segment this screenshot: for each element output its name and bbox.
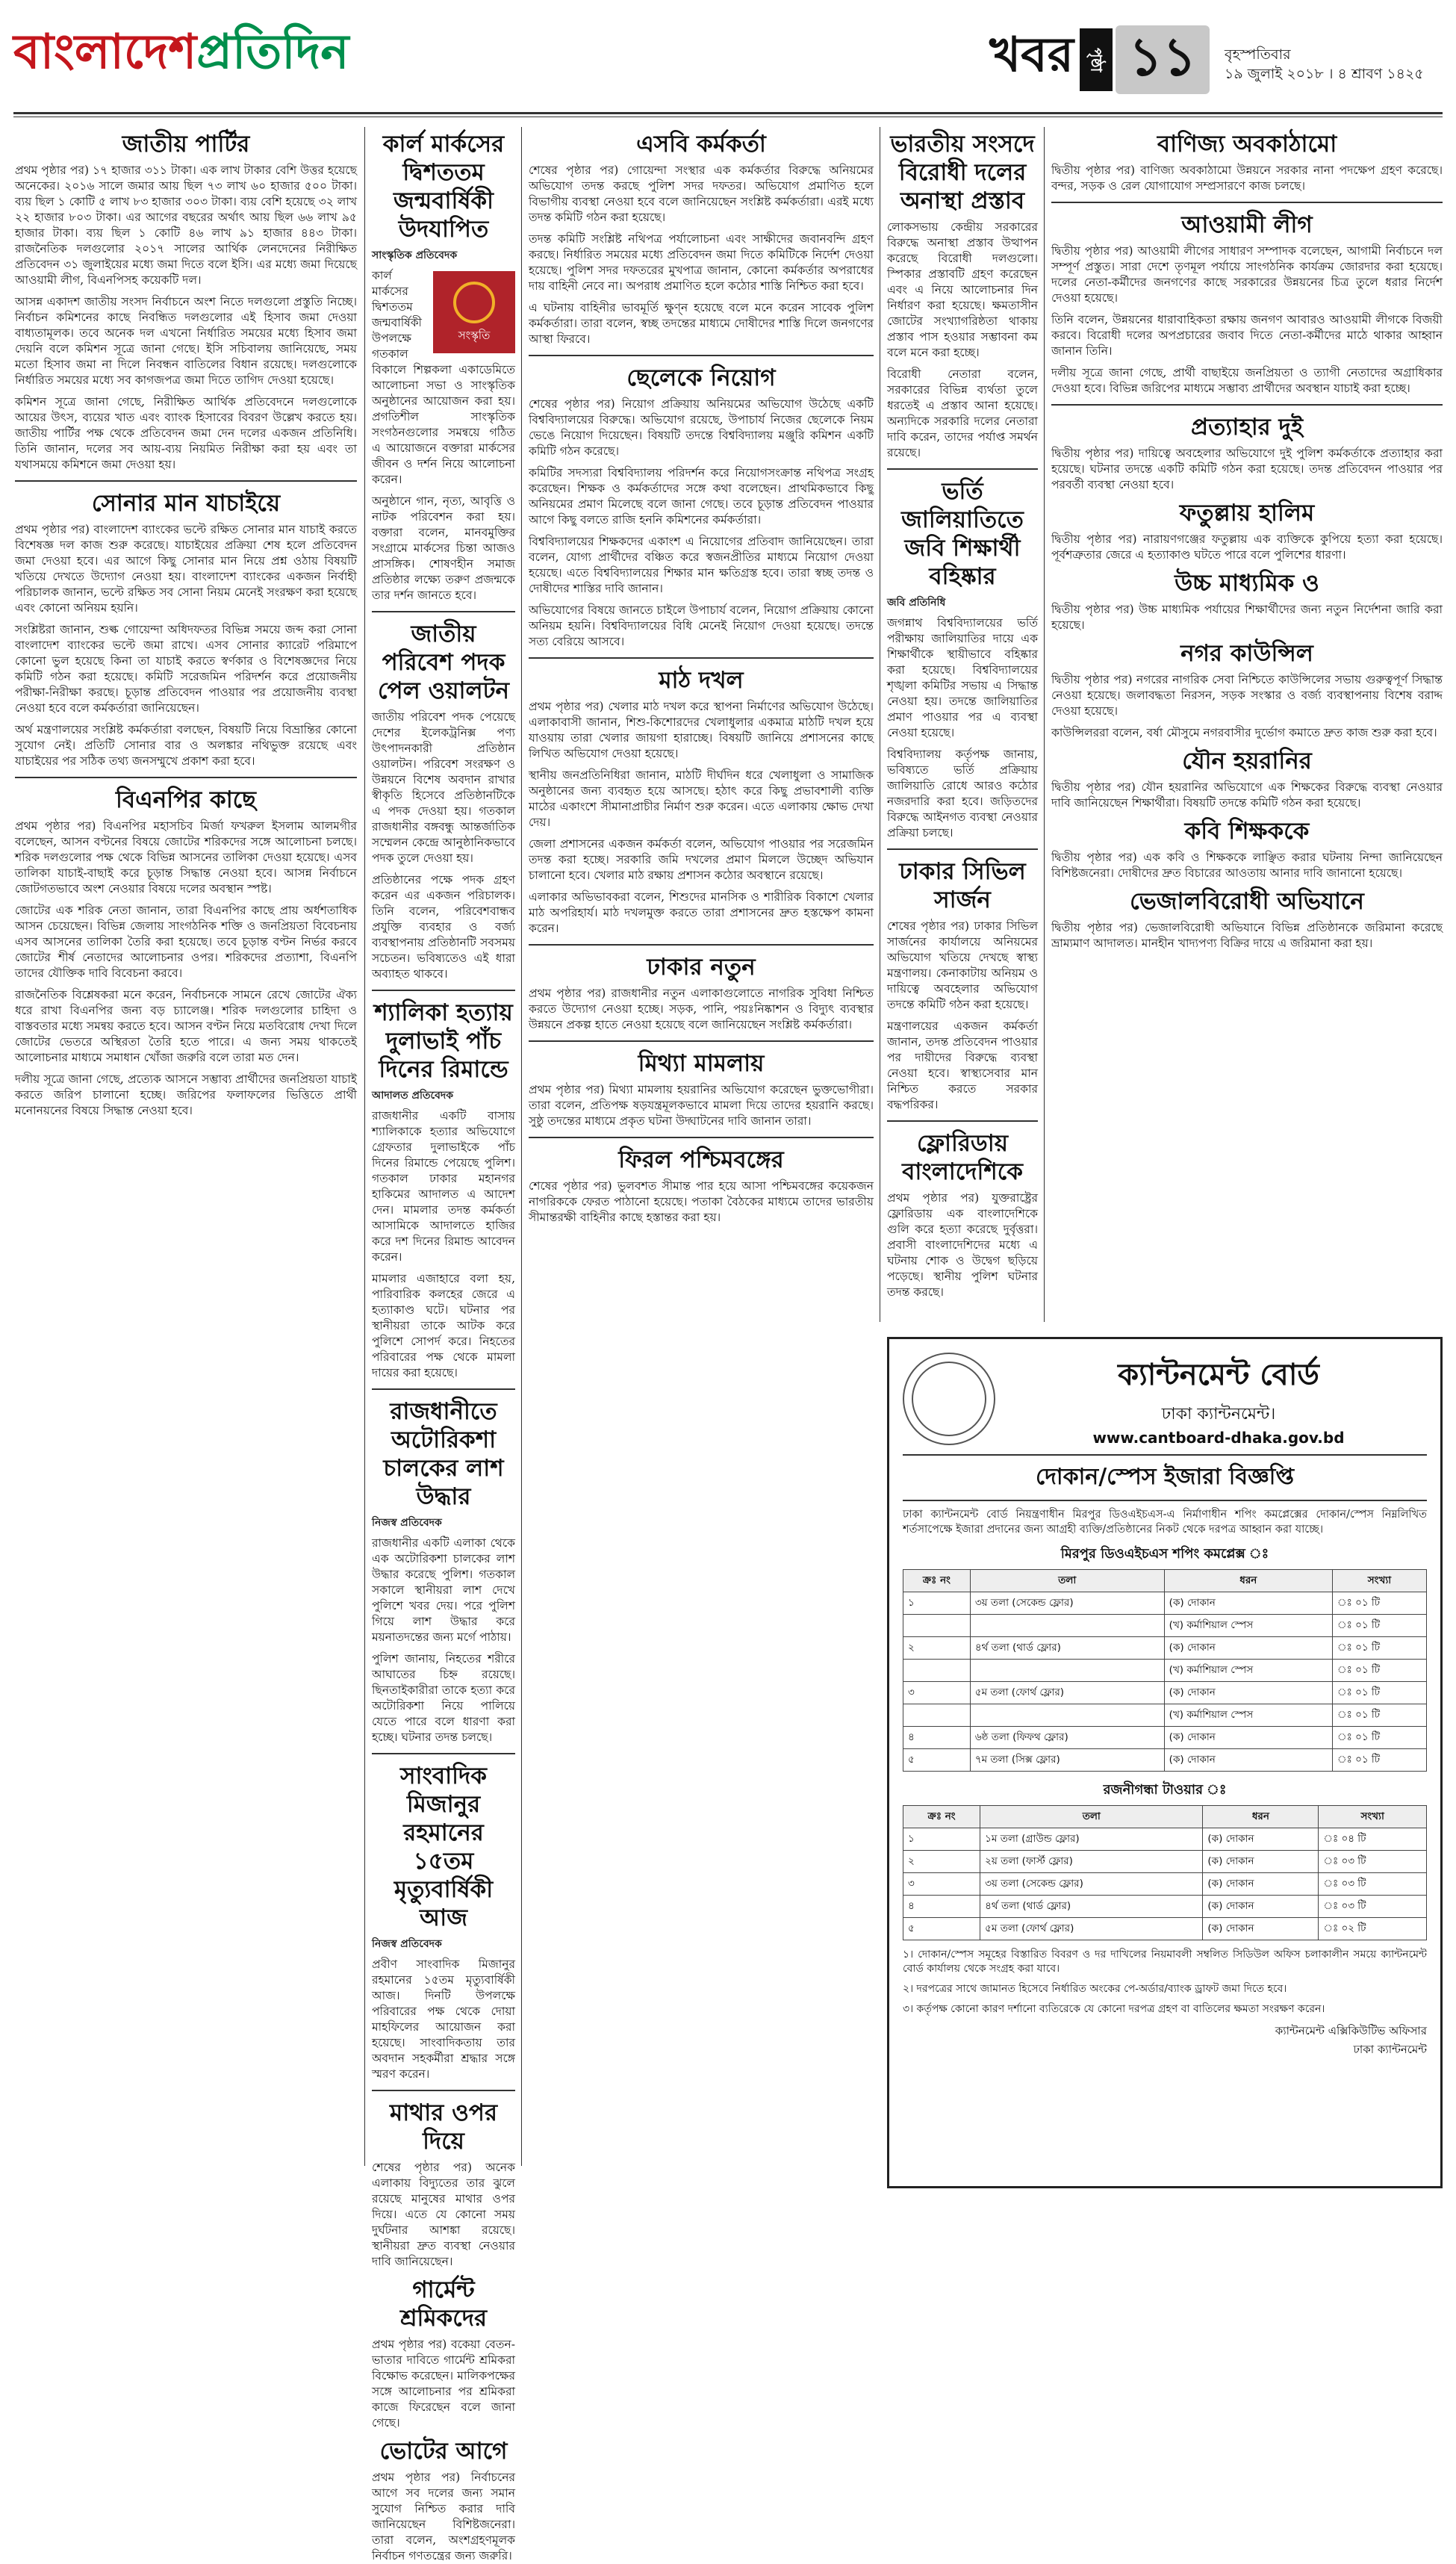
column-3 (529, 124, 874, 2193)
table-cell: ঃ ০১ টি (1332, 1660, 1426, 1682)
headline-karl-marx: কার্ল মার্কসের দ্বিশততম জন্মবার্ষিকী উদযাপিত (382, 131, 505, 243)
lease-advertisement (887, 1337, 1443, 2188)
table-header-row (903, 1806, 1427, 1828)
column-5 (1051, 124, 1443, 1319)
table-cell: ৫ম তলা (ফোর্থ ফ্লোর) (970, 1682, 1164, 1704)
ad-org: ক্যান্টনমেন্ট বোর্ড (1118, 1358, 1319, 1392)
article-paragraph: দ্বিতীয় পৃষ্ঠার পর) যৌন হয়রানির অভিযোগে এক শিক্ষকের বিরুদ্ধে ব্যবস্থা নেওয়ার দাবি জানিয়েছেন শিক্ষার্থীরা। বিষয়টি তদন্তে কমিটি গঠন করা হয়েছে। (1051, 780, 1443, 810)
table-cell: ৪ (903, 1896, 980, 1918)
divider (529, 355, 874, 356)
headline-bharotiyo: ভারতীয় সংসদে বিরোধী দলের অনাস্থা প্রস্তাব (890, 131, 1035, 214)
article-paragraph: কাউন্সিলররা বলেন, বর্ষা মৌসুমে নগরবাসীর দুর্ভোগ কমাতে দ্রুত কাজ শুরু করা হবে। (1051, 726, 1437, 739)
column-2 (372, 124, 515, 2563)
byline: সাংস্কৃতিক প্রতিবেদক (372, 249, 458, 261)
cantonment-seal-icon (903, 1353, 995, 1445)
article-paragraph: কমিটির সদস্যরা বিশ্ববিদ্যালয় পরিদর্শন করে নিয়োগসংক্রান্ত নথিপত্র সংগ্রহ করেছেন। শিক্ষক ও কর্মকর্তাদের সঙ্গে কথা বলেছেন। প্রাথমিকভাবে কিছু অনিয়মের প্রমাণ মিলেছে বলে জানা গেছে। তবে চূড়ান্ত প্রতিবেদন পাওয়ার আগে কিছু বলতে রাজি হননি কমিশনের কর্মকর্তারা। (529, 466, 874, 527)
divider (887, 1120, 1038, 1122)
ad-note: ১। দোকান/স্পেস সমূহের বিস্তারিত বিবরণ ও দর দাখিলের নিয়মাবলী সম্বলিত সিডিউল অফিস চলাকালীন সময়ে ক্যান্টনমেন্ট বোর্ড কার্যালয় থেকে সংগ্রহ করা যাবে। (903, 1949, 1427, 1975)
table-cell: (ক) দোকান (1203, 1918, 1319, 1940)
ad-table-2 (903, 1805, 1427, 1940)
logo-part-1: বাংলাদেশ (13, 25, 197, 80)
table-cell (903, 1615, 971, 1637)
table-row (903, 1873, 1427, 1896)
headline-poribesh-padak: জাতীয় পরিবেশ পদক পেল ওয়ালটন (377, 621, 510, 704)
column-1 (15, 124, 357, 2193)
ad-signer: ক্যান্টনমেন্ট এক্সিকিউটিভ অফিসার (1275, 2024, 1427, 2037)
table-cell: ঃ ০২ টি (1319, 1918, 1427, 1940)
article-paragraph: রাজধানীর একটি বাসায় শ্যালিকাকে হত্যার অভিযোগে গ্রেফতার দুলাভাইকে পাঁচ দিনের রিমান্ডে পেয়েছে পুলিশ। গতকাল ঢাকার মহানগর হাকিমের আদালত এ আদেশ দেন। মামলার তদন্ত কর্মকর্তা আসামিকে আদালতে হাজির করে দশ দিনের রিমান্ড আবেদন করেন। (372, 1109, 515, 1264)
table-cell: ঃ ০১ টি (1332, 1704, 1426, 1727)
headline-bnp: বিএনপির কাছে (116, 786, 256, 813)
article-paragraph: কমিশন সূত্রে জানা গেছে, নিরীক্ষিত আর্থিক প্রতিবেদনে দলগুলোকে আয়ের উৎস, ব্যয়ের খাত এবং ব্যাংক হিসাবের বিবরণ উল্লেখ করতে হয়। জাতীয় পার্টির পক্ষ থেকে প্রতিবেদন জমা দেন দলের একজন প্রতিনিধি। তিনি জানান, দলের সব আয়-ব্যয় নিয়মিত নিরীক্ষা করা হয় এবং তা যথাসময়ে কমিশনে জমা দেওয়া হয়। (15, 395, 357, 471)
article-paragraph: বিরোধী নেতারা বলেন, সরকারের বিভিন্ন ব্যর্থতা তুলে ধরতেই এ প্রস্তাব আনা হয়েছে। অন্যদিকে সরকারি দলের নেতারা দাবি করেন, তাদের পর্যাপ্ত সমর্থন রয়েছে। (887, 367, 1038, 459)
headline-shalika: শ্যালিকা হত্যায় দুলাভাই পাঁচ দিনের রিমান্ডে (374, 999, 513, 1083)
table-cell: (ক) দোকান (1164, 1749, 1332, 1772)
table-row (903, 1592, 1427, 1615)
table-row (903, 1704, 1427, 1727)
table-cell: ৫ম তলা (ফোর্থ ফ্লোর) (980, 1918, 1203, 1940)
divider (887, 468, 1038, 470)
ad-note: ২। দরপত্রের সাথে জামানত হিসেবে নির্ধারিত অংকের পে-অর্ডার/ব্যাংক ড্রাফট জমা দিতে হবে। (903, 1983, 1287, 1995)
article-paragraph: বিশ্ববিদ্যালয়ের শিক্ষকদের একাংশ এ নিয়োগের প্রতিবাদ জানিয়েছেন। তারা বলেন, যোগ্য প্রার্থীদের বঞ্চিত করে স্বজনপ্রীতির মাধ্যমে নিয়োগ দেওয়া হয়েছে। এতে বিশ্ববিদ্যালয়ের শিক্ষার মান ক্ষতিগ্রস্ত হবে। তারা স্বচ্ছ তদন্ত ও দোষীদের শাস্তির দাবি জানান। (529, 535, 874, 595)
headline-uchcho: উচ্চ মাধ্যমিক ও (1175, 570, 1319, 597)
article-paragraph: শেষের পৃষ্ঠার পর) ভুলবশত সীমান্ত পার হয়ে আসা পশ্চিমবঙ্গের কয়েকজন নাগরিককে ফেরত পাঠানো হয়েছে। পতাকা বৈঠকের মাধ্যমে তাদের ভারতীয় সীমান্তরক্ষী বাহিনীর কাছে হস্তান্তর করা হয়। (529, 1179, 874, 1224)
article-paragraph: তদন্ত কমিটি সংশ্লিষ্ট নথিপত্র পর্যালোচনা এবং সাক্ষীদের জবানবন্দি গ্রহণ করছে। নির্ধারিত সময়ের মধ্যে প্রতিবেদন জমা দিতে কমিটিকে নির্দেশ দেওয়া হয়েছে। পুলিশ সদর দফতরের মুখপাত্র জানান, কোনো কর্মকর্তার অপরাধের দায় বাহিনী নেবে না। অপরাধ প্রমাণিত হলে কঠোর শাস্তি নিশ্চিত করা হবে। (529, 232, 874, 293)
headline-mittha-mamla: মিথ্যা মামলায় (638, 1050, 765, 1077)
ad-signature (903, 2023, 1427, 2060)
divider (15, 480, 357, 482)
table-cell: (খ) কর্মাশিয়াল স্পেস (1164, 1660, 1332, 1682)
table-cell: ৩ (903, 1873, 980, 1896)
article-paragraph: এ ঘটনায় বাহিনীর ভাবমূর্তি ক্ষুণ্ন হয়েছে বলে মনে করেন সাবেক পুলিশ কর্মকর্তারা। তারা বলেন, স্বচ্ছ তদন্তের মাধ্যমে দোষীদের শাস্তি দিলে জনগণের আস্থা ফিরবে। (529, 301, 874, 346)
table-cell: ঃ ০৩ টি (1319, 1896, 1427, 1918)
culture-badge (433, 271, 515, 353)
table-cell (970, 1615, 1164, 1637)
headline-jatiyo-party: জাতীয় পার্টির (122, 131, 250, 158)
divider (529, 1137, 874, 1138)
headline-mathar-opor: মাথার ওপর দিয়ে (389, 2099, 498, 2155)
article-paragraph: আসন্ন একাদশ জাতীয় সংসদ নির্বাচনে অংশ নিতে দলগুলো প্রস্তুতি নিচ্ছে। নির্বাচন কমিশনের কাছে নিবন্ধিত দলগুলোর এই হিসাব জমা দেওয়া বাধ্যতামূলক। তবে অনেক দল এখনো নির্ধারিত সময়ের মধ্যে হিসাব জমা দেয়নি বলে কমিশন সূত্রে জানা গেছে। ইসি সচিবালয় জানিয়েছে, সময় মতো হিসাব জমা না দিলে নিবন্ধন বাতিলের বিধান রয়েছে। দলগুলোকে নির্ধারিত সময়ের মধ্যে সব কাগজপত্র জমা দিতে তাগিদ দেওয়া হয়েছে। (15, 295, 357, 387)
table-cell: ১ম তলা (গ্রাউন্ড ফ্লোর) (980, 1828, 1203, 1851)
headline-nogor: নগর কাউন্সিল (1180, 640, 1313, 667)
table-cell: ২য় তলা (ফার্স্ট ফ্লোর) (980, 1851, 1203, 1873)
table-row (903, 1637, 1427, 1660)
headline-civil-surgeon: ঢাকার সিভিল সার্জন (899, 858, 1026, 913)
headline-kobi: কবি শিক্ষককে (1184, 818, 1310, 845)
headline-bhejal: ভেজালবিরোধী অভিযানে (1130, 888, 1364, 915)
headline-sonar-man: সোনার মান যাচাইয়ে (91, 490, 281, 517)
issue-day: বৃহস্পতিবার (1225, 46, 1291, 63)
ad-table-2-body (903, 1828, 1427, 1940)
divider (529, 944, 874, 946)
table-cell: ৭ম তলা (সিক্স ফ্লোর) (970, 1749, 1164, 1772)
col-header: সংখ্যা (1319, 1806, 1427, 1828)
flower-icon (453, 282, 495, 323)
table-cell: ঃ ০১ টি (1332, 1749, 1426, 1772)
article-paragraph: লোকসভায় কেন্দ্রীয় সরকারের বিরুদ্ধে অনাস্থা প্রস্তাব উত্থাপন করেছে বিরোধী দলগুলো। স্পিকার প্রস্তাবটি গ্রহণ করেছেন এবং এ নিয়ে আলোচনার দিন নির্ধারণ করা হয়েছে। ক্ষমতাসীন জোটের সংখ্যাগরিষ্ঠতা থাকায় প্রস্তাব পাস হওয়ার সম্ভাবনা কম বলে মনে করা হচ্ছে। (887, 220, 1038, 359)
article-paragraph: শেষের পৃষ্ঠার পর) অনেক এলাকায় বিদ্যুতের তার ঝুলে রয়েছে মানুষের মাথার ওপর দিয়ে। এতে যে কোনো সময় দুর্ঘটনার আশঙ্কা রয়েছে। স্থানীয়রা দ্রুত ব্যবস্থা নেওয়ার দাবি জানিয়েছেন। (372, 2161, 515, 2268)
table-cell: ২ (903, 1637, 971, 1660)
table-cell: (ক) দোকান (1164, 1727, 1332, 1749)
article-paragraph: দ্বিতীয় পৃষ্ঠার পর) আওয়ামী লীগের সাধারণ সম্পাদক বলেছেন, আগামী নির্বাচনে দল সম্পূর্ণ প্রস্তুত। সারা দেশে তৃণমূল পর্যায়ে সাংগঠনিক কার্যক্রম জোরদার করা হয়েছে। দলের নেতা-কর্মীদের জনগণের কাছে সরকারের উন্নয়নের চিত্র তুলে ধরার নির্দেশ দেওয়া হয়েছে। (1051, 244, 1443, 305)
article-paragraph: প্রথম পৃষ্ঠার পর) ১৭ হাজার ৩১১ টাকা। এক লাখ টাকার বেশি উত্তর হয়েছে অনেকের। ২০১৬ সালে জমার আয় ছিল ৭৩ লাখ ৬০ হাজার ৫০০ টাকা। ব্যয় ছিল ১ কোটি ৫ লাখ ৮৩ হাজার ৩০৩ টাকা। ব্যয় বেশি হয়েছে ৩২ লাখ ২২ হাজার ৮০৩ টাকা। এর আগের বছরের অর্থাৎ আয় ছিল ৬৬ লাখ ৯৫ হাজার টাকা। ব্যয় ছিল ১ কোটি ৪৬ লাখ ৯১ হাজার ৪৪৩ টাকা। রাজনৈতিক দলগুলোর ২০১৭ সালের আর্থিক লেনদেনের নিরীক্ষিত প্রতিবেদন ৩১ জুলাইয়ের মধ্যে জমা দিতে বলে ইসি। এর মধ্যে জমা দিয়েছে আওয়ামী লীগ, বিএনপিসহ কয়েকটি দল। (15, 164, 357, 287)
article-paragraph: অভিযোগের বিষয়ে জানতে চাইলে উপাচার্য বলেন, নিয়োগ প্রক্রিয়ায় কোনো অনিয়ম হয়নি। বিশ্ববিদ্যালয়ের বিধি মেনেই নিয়োগ দেওয়া হয়েছে। তদন্তে সত্য বেরিয়ে আসবে। (529, 603, 874, 648)
ad-table2-title: রজনীগন্ধা টাওয়ার ঃ (1103, 1782, 1227, 1798)
headline-vorti: ভর্তি জালিয়াতিতে জবি শিক্ষার্থী বহিষ্কার (901, 478, 1024, 590)
headline-garments: গার্মেন্ট শ্রমিকদের (399, 2276, 488, 2332)
article-paragraph: বিশ্ববিদ্যালয় কর্তৃপক্ষ জানায়, ভবিষ্যতে ভর্তি প্রক্রিয়ায় জালিয়াতি রোধে আরও কঠোর নজরদারি করা হবে। জড়িতদের বিরুদ্ধে আইনগত ব্যবস্থা নেওয়ার প্রক্রিয়া চলছে। (887, 748, 1038, 839)
article-paragraph: দ্বিতীয় পৃষ্ঠার পর) উচ্চ মাধ্যমিক পর্যায়ের শিক্ষার্থীদের জন্য নতুন নির্দেশনা জারি করা হয়েছে। (1051, 603, 1443, 632)
ad-web[interactable]: www.cantboard-dhaka.gov.bd (1092, 1429, 1345, 1447)
article-paragraph: রাজধানীর একটি এলাকা থেকে এক অটোরিকশা চালকের লাশ উদ্ধার করেছে পুলিশ। গতকাল সকালে স্থানীয়রা লাশ দেখে পুলিশে খবর দেয়। পরে পুলিশ গিয়ে লাশ উদ্ধার করে ময়নাতদন্তের জন্য মর্গে পাঠায়। (372, 1536, 515, 1644)
divider (887, 848, 1038, 850)
article-paragraph: মন্ত্রণালয়ের একজন কর্মকর্তা জানান, তদন্ত প্রতিবেদন পাওয়ার পর দায়ীদের বিরুদ্ধে ব্যবস্থা নেওয়া হবে। স্বাস্থ্যসেবার মান নিশ্চিত করতে সরকার বদ্ধপরিকর। (887, 1019, 1038, 1111)
article-paragraph: দ্বিতীয় পৃষ্ঠার পর) এক কবি ও শিক্ষককে লাঞ্ছিত করার ঘটনায় নিন্দা জানিয়েছেন বিশিষ্টজনেরা। দোষীদের দ্রুত বিচারের আওতায় আনার দাবি জানানো হয়েছে। (1051, 851, 1443, 880)
table-cell (970, 1704, 1164, 1727)
ad-notes (903, 1948, 1427, 2017)
table-cell: ১ (903, 1592, 971, 1615)
issue-date-line: ১৯ জুলাই ২০১৮ । ৪ শ্রাবণ ১৪২৫ (1225, 66, 1424, 82)
table-row (903, 1851, 1427, 1873)
column-4 (887, 124, 1038, 1319)
article-paragraph: দ্বিতীয় পৃষ্ঠার পর) দায়িত্বে অবহেলার অভিযোগে দুই পুলিশ কর্মকর্তাকে প্রত্যাহার করা হয়েছে। ঘটনার তদন্তে একটি কমিটি গঠন করা হয়েছে। তদন্ত প্রতিবেদন পাওয়ার পর পরবর্তী ব্যবস্থা নেওয়া হবে। (1051, 447, 1443, 491)
table-cell (903, 1660, 971, 1682)
table-cell: ঃ ০১ টি (1332, 1682, 1426, 1704)
article-paragraph: দ্বিতীয় পৃষ্ঠার পর) বাণিজ্য অবকাঠামো উন্নয়নে সরকার নানা পদক্ষেপ গ্রহণ করেছে। বন্দর, সড়ক ও রেল যোগাযোগ সম্প্রসারণে কাজ চলছে। (1051, 164, 1443, 193)
divider (372, 1753, 515, 1754)
table-row (903, 1896, 1427, 1918)
headline-jouno: যৌন হয়রানির (1182, 748, 1312, 775)
headline-autorickshaw: রাজধানীতে অটোরিকশা চালকের লাশ উদ্ধার (383, 1398, 504, 1510)
page-number: ১১ (1116, 25, 1210, 94)
headline-sb-kormokorta: এসবি কর্মকর্তা (636, 131, 766, 158)
col-header: ক্রঃ নং (903, 1806, 980, 1828)
ad-note: ৩। কর্তৃপক্ষ কোনো কারণ দর্শানো ব্যতিরেকে যে কোনো দরপত্র গ্রহণ বা বাতিলের ক্ষমতা সংরক্ষণ করেন। (903, 2003, 1325, 2015)
issue-date (1225, 45, 1449, 90)
headline-florida: ফ্লোরিডায় বাংলাদেশিকে (902, 1130, 1023, 1185)
byline: আদালত প্রতিবেদক (372, 1090, 454, 1102)
article-paragraph: অনুষ্ঠানে গান, নৃত্য, আবৃত্তি ও নাটক পরিবেশন করা হয়। বক্তারা বলেন, মানবমুক্তির সংগ্রামে মার্কসের চিন্তা আজও প্রাসঙ্গিক। শোষণহীন সমাজ প্রতিষ্ঠার লক্ষ্যে তরুণ প্রজন্মকে তার দর্শন জানতে হবে। (372, 494, 515, 602)
article-paragraph: রাজনৈতিক বিশ্লেষকরা মনে করেন, নির্বাচনকে সামনে রেখে জোটের ঐক্য ধরে রাখা বিএনপির জন্য বড় চ্যালেঞ্জ। শরিক দলগুলোর চাহিদা ও বাস্তবতার মধ্যে সমন্বয় করতে হবে। আসন বণ্টন নিয়ে মতবিরোধ দেখা দিলে জোটের ভেতরে অস্থিরতা তৈরি হতে পারে। এ জন্য সময় থাকতেই আলোচনার মাধ্যমে সমাধান খোঁজা জরুরি বলে তারা মত দেন। (15, 988, 357, 1064)
article-paragraph: প্রথম পৃষ্ঠার পর) বকেয়া বেতন-ভাতার দাবিতে গার্মেন্ট শ্রমিকরা বিক্ষোভ করেছেন। মালিকপক্ষের সঙ্গে আলোচনার পর শ্রমিকরা কাজে ফিরেছেন বলে জানা গেছে। (372, 2338, 515, 2430)
ad-title: দোকান/স্পেস ইজারা বিজ্ঞপ্তি (903, 1454, 1427, 1501)
table-cell: ২ (903, 1851, 980, 1873)
ad-intro: ঢাকা ক্যান্টনমেন্ট বোর্ড নিয়ন্ত্রণাধীন মিরপুর ডিওএইচএস-এ নির্মাণাধীন শপিং কমপ্লেক্সের দোকান/স্পেস নিম্নলিখিত শর্তসাপেক্ষে ইজারা প্রদানের জন্য আগ্রহী ব্যক্তি/প্রতিষ্ঠানের নিকট থেকে দরপত্র আহ্বান করা যাচ্ছে। (903, 1509, 1427, 1536)
table-cell: ৬ষ্ঠ তলা (ফিফথ ফ্লোর) (970, 1727, 1164, 1749)
headline-votar-age: ভোটের আগে (379, 2438, 508, 2465)
article-paragraph: তিনি বলেন, উন্নয়নের ধারাবাহিকতা রক্ষায় জনগণ আবারও আওয়ামী লীগকে বিজয়ী করবে। বিরোধী দলের অপপ্রচারের জবাব দিতে নেতা-কর্মীদের মাঠে থাকার আহ্বান জানান তিনি। (1051, 313, 1443, 358)
ad-table1-title: মিরপুর ডিওএইচএস শপিং কমপ্লেক্স ঃ (1060, 1546, 1269, 1562)
logo-part-2: প্রতিদিন (196, 25, 349, 80)
table-row (903, 1727, 1427, 1749)
divider (372, 1388, 515, 1390)
article-paragraph: প্রতিষ্ঠানের পক্ষে পদক গ্রহণ করেন এর একজন পরিচালক। তিনি বলেন, পরিবেশবান্ধব প্রযুক্তি ব্যবহার ও বর্জ্য ব্যবস্থাপনায় প্রতিষ্ঠানটি সবসময় সচেতন। ভবিষ্যতেও এই ধারা অব্যাহত থাকবে। (372, 873, 515, 981)
headline-mizanur: সাংবাদিক মিজানুর রহমানের ১৫তম মৃত্যুবার্ষিকী আজ (393, 1763, 494, 1931)
table-cell: ৩য় তলা (সেকেন্ড ফ্লোর) (980, 1873, 1203, 1896)
table-cell: ৫ (903, 1749, 971, 1772)
table-cell (903, 1704, 971, 1727)
table-cell: ঃ ০১ টি (1332, 1637, 1426, 1660)
divider (529, 657, 874, 659)
divider (529, 1040, 874, 1042)
ad-signer-place: ঢাকা ক্যান্টনমেন্ট (1353, 2043, 1427, 2056)
table-cell: (ক) দোকান (1203, 1896, 1319, 1918)
article-paragraph: প্রথম পৃষ্ঠার পর) বাংলাদেশ ব্যাংকের ভল্টে রক্ষিত সোনার মান যাচাই করতে বিশেষজ্ঞ দল কাজ শুরু করেছে। যাচাইয়ের প্রক্রিয়া শেষ হলে প্রতিবেদন জমা দেওয়া হবে। এর আগে কিছু সোনার মান নিয়ে প্রশ্ন ওঠায় বিষয়টি খতিয়ে দেখতে উদ্যোগ নেওয়া হয়। বাংলাদেশ ব্যাংকের একজন নির্বাহী পরিচালক জানান, ভল্টে রক্ষিত সব সোনা নিয়ম মেনেই সংরক্ষণ করা হয়েছে এবং কোনো অনিয়ম হয়নি। (15, 523, 357, 615)
masthead-rule (13, 112, 1443, 114)
table-cell: ৩য় তলা (সেকেন্ড ফ্লোর) (970, 1592, 1164, 1615)
article-paragraph: স্থানীয় জনপ্রতিনিধিরা জানান, মাঠটি দীর্ঘদিন ধরে খেলাধুলা ও সামাজিক অনুষ্ঠানের জন্য ব্যবহৃত হয়ে আসছে। হঠাৎ করে কিছু প্রভাবশালী ব্যক্তি মাঠের একাংশে সীমানাপ্রাচীর নির্মাণ শুরু করেন। এতে এলাকায় ক্ষোভ দেখা দেয়। (529, 769, 874, 829)
table-row (903, 1749, 1427, 1772)
table-cell: (ক) দোকান (1203, 1851, 1319, 1873)
col-header: ধরন (1203, 1806, 1319, 1828)
article-paragraph: প্রথম পৃষ্ঠার পর) রাজধানীর নতুন এলাকাগুলোতে নাগরিক সুবিধা নিশ্চিত করতে উদ্যোগ নেওয়া হচ্ছে। সড়ক, পানি, পয়ঃনিষ্কাশন ও বিদ্যুৎ ব্যবস্থার উন্নয়নে প্রকল্প হাতে নেওয়া হয়েছে বলে জানিয়েছেন সংশ্লিষ্ট কর্মকর্তারা। (529, 987, 874, 1031)
table-cell: ঃ ০৪ টি (1319, 1828, 1427, 1851)
article-paragraph: দ্বিতীয় পৃষ্ঠার পর) ভেজালবিরোধী অভিযানে বিভিন্ন প্রতিষ্ঠানকে জরিমানা করেছে ভ্রাম্যমাণ আদালত। মানহীন খাদ্যপণ্য বিক্রির দায়ে এ জরিমানা করা হয়। (1051, 921, 1443, 950)
col-header: সংখ্যা (1332, 1570, 1426, 1592)
headline-math-dokhol: মাঠ দখল (659, 667, 744, 694)
article-paragraph: শেষের পৃষ্ঠার পর) নিয়োগ প্রক্রিয়ায় অনিয়মের অভিযোগ উঠেছে একটি বিশ্ববিদ্যালয়ের বিরুদ্ধে। অভিযোগ রয়েছে, উপাচার্য নিজের ছেলেকে নিয়ম ভেঙে নিয়োগ দিয়েছেন। বিষয়টি তদন্তে বিশ্ববিদ্যালয় মঞ্জুরি কমিশন একটি কমিটি গঠন করেছে। (529, 397, 874, 458)
table-row (903, 1828, 1427, 1851)
table-row (903, 1682, 1427, 1704)
divider (15, 777, 357, 778)
culture-badge-label: সংস্কৃতি (458, 328, 491, 342)
col-header: তলা (980, 1806, 1203, 1828)
table-cell: ঃ ০১ টি (1332, 1727, 1426, 1749)
ad-place: ঢাকা ক্যান্টনমেন্ট। (1161, 1405, 1276, 1424)
table-cell: (ক) দোকান (1164, 1637, 1332, 1660)
headline-prottaron: প্রত্যাহার দুই (1191, 414, 1303, 441)
article-paragraph: দলীয় সূত্রে জানা গেছে, প্রার্থী বাছাইয়ে জনপ্রিয়তা ও ত্যাগী নেতাদের অগ্রাধিকার দেওয়া হবে। বিভিন্ন জরিপের মাধ্যমে সম্ভাব্য প্রার্থীদের অবস্থান যাচাই করা হচ্ছে। (1051, 366, 1443, 395)
byline: নিজস্ব প্রতিবেদক (372, 1938, 442, 1950)
headline-chheleke: ছেলেকে নিয়োগ (626, 364, 776, 391)
column-rule-2 (521, 127, 522, 2166)
table-cell: ৩ (903, 1682, 971, 1704)
article-paragraph: এলাকার অভিভাবকরা বলেন, শিশুদের মানসিক ও শারীরিক বিকাশে খেলার মাঠ অপরিহার্য। মাঠ দখলমুক্ত করতে তারা প্রশাসনের দ্রুত হস্তক্ষেপ কামনা করেন। (529, 890, 874, 935)
table-cell: (ক) দোকান (1164, 1682, 1332, 1704)
divider (1051, 404, 1443, 406)
table-cell: (খ) কর্মাশিয়াল স্পেস (1164, 1615, 1332, 1637)
article-paragraph: জোটের এক শরিক নেতা জানান, তারা বিএনপির কাছে প্রায় অর্ধশতাধিক আসন চেয়েছেন। বিভিন্ন জেলায় সাংগঠনিক শক্তি ও জনপ্রিয়তা বিবেচনায় এসব আসনের তালিকা তৈরি করা হয়েছে। তবে চূড়ান্ত বণ্টন নির্ভর করবে জোটের শীর্ষ নেতাদের আলোচনার ওপর। শরিকদের প্রত্যাশা, বিএনপি তাদের যৌক্তিক দাবি বিবেচনা করবে। (15, 904, 357, 980)
table-row (903, 1918, 1427, 1940)
article-paragraph: শেষের পৃষ্ঠার পর) ঢাকার সিভিল সার্জনের কার্যালয়ে অনিয়মের অভিযোগ খতিয়ে দেখছে স্বাস্থ্য মন্ত্রণালয়। কেনাকাটায় অনিয়ম ও দায়িত্বে অবহেলার অভিযোগ তদন্তে কমিটি গঠন করা হয়েছে। (887, 919, 1038, 1011)
divider (372, 2090, 515, 2091)
article-paragraph: প্রবীণ সাংবাদিক মিজানুর রহমানের ১৫তম মৃত্যুবার্ষিকী আজ। দিনটি উপলক্ষে পরিবারের পক্ষ থেকে দোয়া মাহফিলের আয়োজন করা হয়েছে। সাংবাদিকতায় তার অবদান সহকর্মীরা শ্রদ্ধার সঙ্গে স্মরণ করেন। (372, 1958, 515, 2081)
column-rule-4 (1044, 127, 1045, 1322)
table-cell: (ক) দোকান (1164, 1592, 1332, 1615)
article-paragraph: প্রথম পৃষ্ঠার পর) খেলার মাঠ দখল করে স্থাপনা নির্মাণের অভিযোগ উঠেছে। এলাকাবাসী জানান, শিশু-কিশোরদের খেলাধুলার একমাত্র মাঠটি দখল হয়ে যাওয়ায় তারা খেলার জায়গা হারাচ্ছে। বিষয়টি জানিয়ে প্রশাসনের কাছে লিখিত অভিযোগ দেওয়া হয়েছে। (529, 700, 874, 760)
article-paragraph: জাতীয় পরিবেশ পদক পেয়েছে দেশের ইলেকট্রনিক্স পণ্য উৎপাদনকারী প্রতিষ্ঠান ওয়ালটন। পরিবেশ সংরক্ষণ ও উন্নয়নে বিশেষ অবদান রাখার স্বীকৃতি হিসেবে প্রতিষ্ঠানটিকে এ পদক দেওয়া হয়। গতকাল রাজধানীর বঙ্গবন্ধু আন্তর্জাতিক সম্মেলন কেন্দ্রে আনুষ্ঠানিকভাবে পদক তুলে দেওয়া হয়। (372, 710, 515, 865)
table-cell: ঃ ০১ টি (1332, 1592, 1426, 1615)
table-cell: ঃ ০৩ টি (1319, 1873, 1427, 1896)
table-cell: ৪র্থ তলা (থার্ড ফ্লোর) (970, 1637, 1164, 1660)
headline-awami-league: আওয়ামী লীগ (1181, 211, 1313, 238)
table-cell: ৪ (903, 1727, 971, 1749)
headline-firl: ফিরল পশ্চিমবঙ্গের (618, 1146, 784, 1173)
article-paragraph: প্রথম পৃষ্ঠার পর) বিএনপির মহাসচিব মির্জা ফখরুল ইসলাম আলমগীর বলেছেন, আসন বণ্টনের বিষয়ে জোটের শরিকদের সঙ্গে আলোচনা চলছে। শরিক দলগুলোর পক্ষ থেকে বিভিন্ন আসনের তালিকা দেওয়া হয়েছে। এসব তালিকা যাচাই-বাছাই করে চূড়ান্ত সিদ্ধান্ত নেওয়া হবে। আসন্ন নির্বাচনে জোটগতভাবে অংশ নেওয়ার বিষয়ে দলের অবস্থান স্পষ্ট। (15, 819, 357, 895)
article-paragraph: দলীয় সূত্রে জানা গেছে, প্রত্যেক আসনে সম্ভাব্য প্রার্থীদের জনপ্রিয়তা যাচাই করতে জরিপ চালানো হচ্ছে। জরিপের ফলাফলের ভিত্তিতে প্রার্থী মনোনয়নের বিষয়ে সিদ্ধান্ত নেওয়া হবে। (15, 1073, 357, 1117)
article-paragraph: মামলার এজাহারে বলা হয়, পারিবারিক কলহের জেরে এ হত্যাকাণ্ড ঘটে। ঘটনার পর স্থানীয়রা তাকে আটক করে পুলিশে সোপর্দ করে। নিহতের পরিবারের পক্ষ থেকে মামলা দায়ের করা হয়েছে। (372, 1272, 515, 1379)
headline-fotulla: ফতুল্লায় হালিম (1179, 500, 1315, 527)
table-header-row (903, 1570, 1427, 1592)
article-paragraph: প্রথম পৃষ্ঠার পর) মিথ্যা মামলায় হয়রানির অভিযোগ করেছেন ভুক্তভোগীরা। তারা বলেন, প্রতিপক্ষ ষড়যন্ত্রমূলকভাবে মামলা দিয়ে তাদের হয়রানি করছে। সুষ্ঠু তদন্তের মাধ্যমে প্রকৃত ঘটনা উদ্ঘাটনের দাবি জানান তারা। (529, 1083, 874, 1128)
ad-table-1-body (903, 1592, 1427, 1772)
divider (372, 611, 515, 612)
article-paragraph: জগন্নাথ বিশ্ববিদ্যালয়ের ভর্তি পরীক্ষায় জালিয়াতির দায়ে এক শিক্ষার্থীকে স্থায়ীভাবে বহিষ্কার করা হয়েছে। বিশ্ববিদ্যালয়ের শৃঙ্খলা কমিটির সভায় এ সিদ্ধান্ত নেওয়া হয়। তদন্তে জালিয়াতির প্রমাণ পাওয়ার পর এ ব্যবস্থা নেওয়া হয়েছে। (887, 616, 1038, 739)
col-header: ধরন (1164, 1570, 1332, 1592)
table-cell: ৫ (903, 1918, 980, 1940)
col-header: ক্রঃ নং (903, 1570, 971, 1592)
article-paragraph: দ্বিতীয় পৃষ্ঠার পর) নারায়ণগঞ্জের ফতুল্লায় এক ব্যক্তিকে কুপিয়ে হত্যা করা হয়েছে। পূর্বশত্রুতার জেরে এ হত্যাকাণ্ড ঘটতে পারে বলে পুলিশের ধারণা। (1051, 533, 1443, 562)
headline-dhakar-notun: ঢাকার নতুন (647, 954, 756, 981)
col-header: তলা (970, 1570, 1164, 1592)
table-row (903, 1615, 1427, 1637)
section-label: খবর (989, 28, 1074, 83)
article-paragraph: শেষের পৃষ্ঠার পর) গোয়েন্দা সংস্থার এক কর্মকর্তার বিরুদ্ধে অনিয়মের অভিযোগ তদন্ত করছে পুলিশ সদর দফতর। অভিযোগ প্রমাণিত হলে বিভাগীয় ব্যবস্থা নেওয়া হবে বলে জানিয়েছেন সংশ্লিষ্ট কর্মকর্তারা। এরই মধ্যে তদন্ত কমিটি গঠন করা হয়েছে। (529, 164, 874, 224)
article-paragraph: সংশ্লিষ্টরা জানান, শুল্ক গোয়েন্দা অধিদফতর বিভিন্ন সময়ে জব্দ করা সোনা বাংলাদেশ ব্যাংকের ভল্টে জমা রাখে। এসব সোনার ক্যারেট পরিমাপে কোনো ভুল হয়েছে কিনা তা যাচাই করতে স্বর্ণকার ও বিশেষজ্ঞদের নিয়ে কমিটি গঠন করা হয়েছে। কমিটি সরেজমিন পরিদর্শন করে প্রয়োজনীয় পরীক্ষা-নিরীক্ষা করছে। চূড়ান্ত প্রতিবেদন পাওয়ার পর প্রয়োজনীয় ব্যবস্থা নেওয়া হবে বলে কর্মকর্তারা জানিয়েছেন। (15, 623, 357, 715)
article-paragraph: প্রথম পৃষ্ঠার পর) যুক্তরাষ্ট্রের ফ্লোরিডায় এক বাংলাদেশিকে গুলি করে হত্যা করেছে দুর্বৃত্তরা। প্রবাসী বাংলাদেশিদের মধ্যে এ ঘটনায় শোক ও উদ্বেগ ছড়িয়ে পড়েছে। স্থানীয় পুলিশ ঘটনার তদন্ত করছে। (887, 1191, 1038, 1299)
table-cell: ৪র্থ তলা (থার্ড ফ্লোর) (980, 1896, 1203, 1918)
article-paragraph: জেলা প্রশাসনের একজন কর্মকর্তা বলেন, অভিযোগ পাওয়ার পর সরেজমিন তদন্ত করা হচ্ছে। সরকারি জমি দখলের প্রমাণ মিললে উচ্ছেদ অভিযান চালানো হবে। খেলার মাঠ রক্ষায় প্রশাসন কঠোর অবস্থানে রয়েছে। (529, 837, 874, 882)
headline-banijjo: বাণিজ্য অবকাঠামো (1157, 131, 1337, 158)
article-paragraph: অর্থ মন্ত্রণালয়ের সংশ্লিষ্ট কর্মকর্তারা বলছেন, বিষয়টি নিয়ে বিভ্রান্তির কোনো সুযোগ নেই। প্রতিটি সোনার বার ও অলঙ্কার নথিভুক্ত রয়েছে এবং যাচাইয়ের পর সঠিক তথ্য জনসম্মুখে প্রকাশ করা হবে। (15, 723, 357, 768)
newspaper-logo (13, 25, 461, 88)
table-cell: ঃ ০৩ টি (1319, 1851, 1427, 1873)
article-paragraph: প্রথম পৃষ্ঠার পর) নির্বাচনের আগে সব দলের জন্য সমান সুযোগ নিশ্চিত করার দাবি জানিয়েছেন বিশিষ্টজনেরা। তারা বলেন, অংশগ্রহণমূলক নির্বাচন গণতন্ত্রের জন্য জরুরি। (372, 2471, 515, 2563)
article-paragraph: কার্ল মার্কসের দ্বিশততম জন্মবার্ষিকী উপলক্ষে গতকাল বিকালে শিল্পকলা একাডেমিতে আলোচনা সভা ও সাংস্কৃতিক অনুষ্ঠানের আয়োজন করা হয়। প্রগতিশীল সাংস্কৃতিক সংগঠনগুলোর সমন্বয়ে গঠিত এ আয়োজনে বক্তারা মার্কসের জীবন ও দর্শন নিয়ে আলোচনা করেন। (372, 269, 515, 486)
divider (372, 990, 515, 991)
table-cell: (খ) কর্মাশিয়াল স্পেস (1164, 1704, 1332, 1727)
article-paragraph: দ্বিতীয় পৃষ্ঠার পর) নগরের নাগরিক সেবা নিশ্চিতে কাউন্সিলের সভায় গুরুত্বপূর্ণ সিদ্ধান্ত নেওয়া হয়েছে। জলাবদ্ধতা নিরসন, সড়ক সংস্কার ও বর্জ্য ব্যবস্থাপনায় বিশেষ বরাদ্দ দেওয়া হয়েছে। (1051, 673, 1443, 718)
column-rule-1 (364, 127, 365, 2166)
ad-table-1 (903, 1569, 1427, 1772)
article-paragraph: পুলিশ জানায়, নিহতের শরীরে আঘাতের চিহ্ন রয়েছে। ছিনতাইকারীরা তাকে হত্যা করে অটোরিকশা নিয়ে পালিয়ে যেতে পারে বলে ধারণা করা হচ্ছে। ঘটনার তদন্ত চলছে। (372, 1652, 515, 1744)
table-cell: (ক) দোকান (1203, 1873, 1319, 1896)
table-cell: ঃ ০১ টি (1332, 1615, 1426, 1637)
byline: নিজস্ব প্রতিবেদক (372, 1517, 442, 1529)
table-cell (970, 1660, 1164, 1682)
table-cell: (ক) দোকান (1203, 1828, 1319, 1851)
table-row (903, 1660, 1427, 1682)
table-cell: ১ (903, 1828, 980, 1851)
page-word-badge: পৃষ্ঠা (1080, 28, 1113, 91)
divider (1051, 202, 1443, 203)
byline: জবি প্রতিনিধি (887, 597, 946, 609)
